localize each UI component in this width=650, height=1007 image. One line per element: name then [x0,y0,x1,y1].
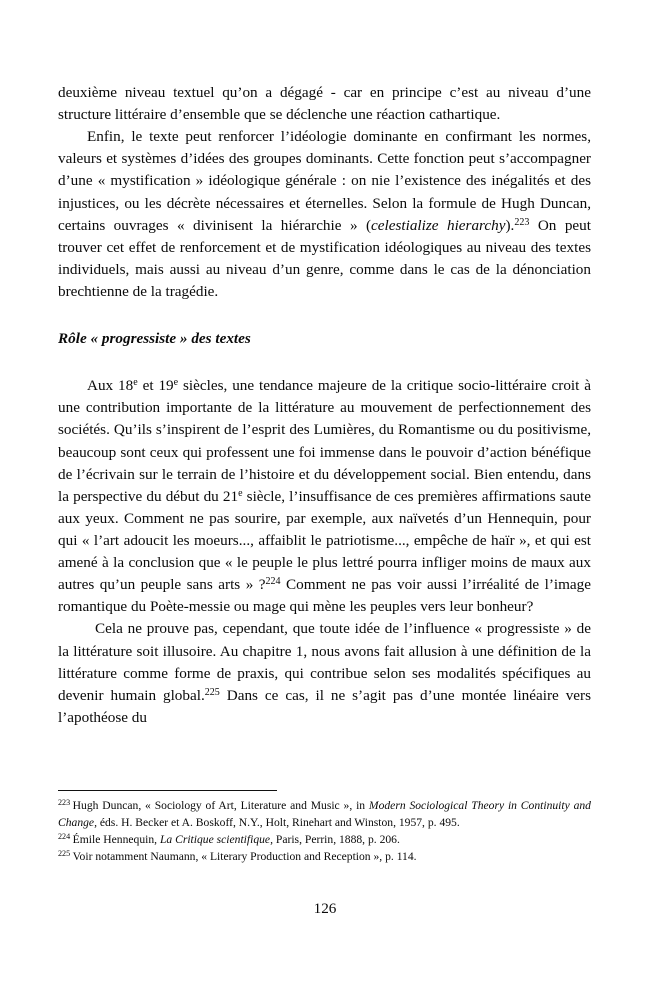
paragraph-2-part-2: ). [505,216,515,234]
footnote-223-part-1: Hugh Duncan, « Sociology of Art, Literature and Music », in [72,799,369,812]
paragraph-siecles-critique [58,375,591,618]
footnote-224-part-2: Paris, Perrin, 1888, p. 206. [272,832,400,846]
footnote-number-223: 223 [58,798,71,808]
paragraph-2-part-1: Enfin, le texte peut renforcer l’idéologie dominante en confirmant les normes, valeurs et systèmes d’idées des groupes dominants. Cette fonction peut s’accompagner d’une « mystification » idéologique générale : on nie l’existence des inégalités et des injustices, ou les décrète nécessaires et éternelles. Selon la formule de Hugh Duncan, certains ouvrages « divinisent la hiérarchie » ( [58,128,591,234]
paragraph-ideologie-dominante [58,126,591,303]
section-heading-role-progressiste: Rôle « progressiste » des textes [58,330,251,348]
footnote-223-part-2: éds. H. Becker et A. Boskoff, N.Y., Holt, Rinehart and Winston, 1957, p. 495. [96,815,460,829]
footnote-224-title: La Critique scientifique, [159,832,273,846]
footnote-224-part-1: Émile Hennequin, [72,832,160,846]
paragraph-3-part-1: Aux 18 [87,377,134,395]
paragraph-3-part-2: et 19 [137,377,174,395]
footnote-reference-223[interactable]: 223 [514,216,530,228]
paragraph-3-part-4: siècle, l’insuffisance de ces premières affirmations saute aux yeux. Comment ne pas sourire, par exemple, aux naïvetés d’un Hennequin, pour qui « l’art adoucit les moeurs..., affaiblit le patriotisme..., empêche de haïr », et qui est amené à la conclusion que « le peuple le plus lettré pourra infliger moins de maux aux autres qu’un peuple sans arts » ? [58,487,591,594]
paragraph-2-part-3: On peut trouver cet effet de renforcement et de mystification idéologiques au niveau des textes individuels, mais aussi au niveau d’un genre, comme dans le cas de la dénonciation brechtienne de la tragédie. [58,216,591,300]
spacer-before-heading [58,303,591,328]
footnote-area [58,790,591,866]
paragraph-4-part-1: Cela ne prouve pas, cependant, que toute idée de l’influence « progressiste » de la littérature soit illusoire. Au chapitre 1, nous avons fait allusion à une définition de la littérature comme forme de praxis, qui contribue selon ses modalités spécifiques au devenir humain global. [58,620,591,704]
footnote-separator-rule [58,790,277,791]
ordinal-suffix-21e: e [238,487,243,499]
footnote-224 [58,832,591,849]
footnote-225 [58,849,591,866]
paragraph-continuation [58,82,591,126]
paragraph-4-part-2: Dans ce cas, il ne s’agit pas d’une montée linéaire vers l’apothéose du [58,686,592,726]
footnote-223-title: Modern Sociological Theory in Continuity and Change, [58,799,591,829]
latin-term-celestialize-hierarchy: celestialize hierarchy [371,216,506,234]
footnote-225-part-1: Voir notamment Naumann, « Literary Production and Reception », p. 114. [72,849,417,863]
footnote-223 [58,798,591,832]
ordinal-suffix-18e: e [133,377,138,389]
spacer-after-heading [58,350,591,375]
paragraph-cela-ne-prouve-pas [58,618,591,729]
ordinal-suffix-19e: e [173,377,179,389]
footnote-reference-225[interactable]: 225 [204,686,220,698]
paragraph-3-part-3: siècles, une tendance majeure de la critique socio-littéraire croit à une contribution importante de la littérature au mouvement de perfectionnement des sociétés. Qu’ils s’inspirent de l’esprit des Lumières, du Romantisme ou du positivisme, beaucoup sont ceux qui professent une foi immense dans le pouvoir d’action bénéfique de l’écrivain sur le terrain de l’histoire et du développement social. Bien entendu, dans la perspective du début du 21 [58,377,591,505]
paragraph-1-text: deuxième niveau textuel qu’on a dégagé - car en principe c’est au niveau d’une structure littéraire d’ensemble que se déclenche une réaction cathartique. [58,84,591,124]
footnote-reference-224[interactable]: 224 [265,576,281,588]
page-number: 126 [313,900,337,917]
footnote-number-224: 224 [58,832,71,842]
paragraph-3-part-5: Comment ne pas voir aussi l’irréalité de l’image romantique du Poète-messie ou mage qui mène les peuples vers leur bonheur? [58,576,591,616]
footnote-number-225: 225 [58,849,71,859]
body-text-column [58,82,591,729]
